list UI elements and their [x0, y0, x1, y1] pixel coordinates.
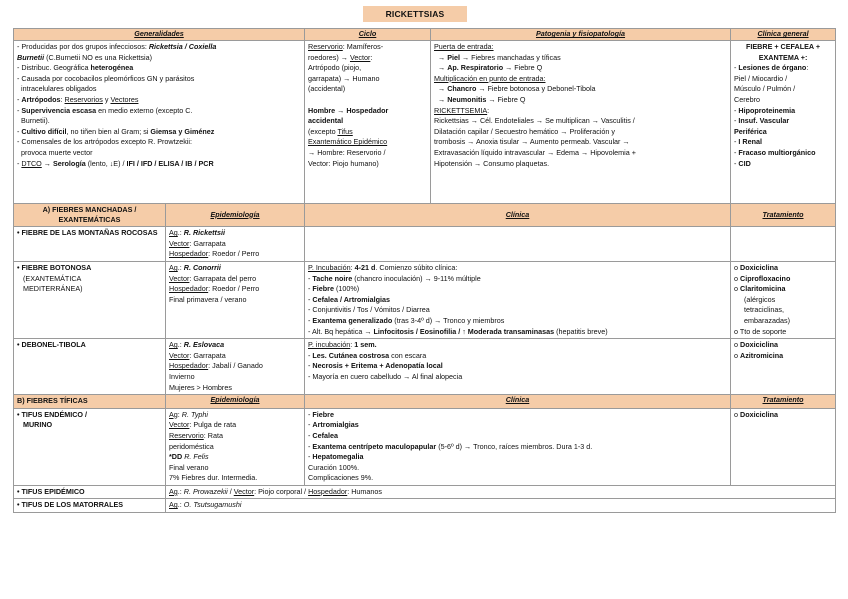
gen-line-9: - Cultivo difícil, no tiñen bien al Gram; si Giemsa y Giménez [17, 126, 215, 136]
cg-line-7: - Hipoproteinemia [734, 105, 796, 115]
gen-line-7: - Supervivencia escasa en medio externo (excepto C. [17, 105, 193, 115]
te-epi-1: Ag: R. Typhi [169, 409, 209, 419]
te-epi-7: 7% Fiebres dur. Intermedia. [169, 473, 258, 483]
cg-line-2: EXANTEMA +: [758, 52, 808, 62]
fb-tr-2: o Ciprofloxacino [734, 273, 791, 283]
ciclo-line-7: accidental [308, 116, 344, 126]
fiebre-botonosa-clinica [305, 262, 731, 339]
pat-line-4: Multiplicación en punto de entrada: [434, 73, 546, 83]
gen-line-1: - Producidas por dos grupos infecciosos: Rickettsia / Coxiella [17, 42, 217, 51]
fb-cl-6: - Exantema generalizado (tras 3-4º d) → Tronco y miembros [308, 315, 505, 325]
te-cl-2: - Artromialgias [308, 420, 359, 430]
dt-tr-2: o Azitromicina [734, 350, 784, 360]
fiebre-montanas-name: • FIEBRE DE LAS MONTAÑAS ROCOSAS [14, 227, 166, 262]
fiebre-botonosa-tratamiento [731, 262, 836, 339]
cg-line-6: Cerebro [734, 94, 760, 104]
te-cl-5: - Hepatomegalia [308, 452, 364, 462]
fb-cl-7: - Alt. Bq hepática → Linfocitosis / Eosinofilia / ↑ Moderada transaminasas (hepatitis breve) [308, 326, 608, 336]
fiebre-botonosa-sub-2: MEDITERRÁNEA) [23, 284, 83, 294]
te-cl-1: - Fiebre [308, 409, 334, 419]
ciclo-line-4: garrapata) → Humano [308, 73, 380, 83]
section-a-tratamiento-header: Tratamiento [731, 204, 836, 227]
row-fiebre-montanas [14, 227, 836, 262]
rickettsias-table [13, 28, 836, 513]
te-epi-2: Vector: Pulga de rata [169, 420, 237, 430]
section-b-clinica-header: Clínica [305, 395, 731, 409]
pat-line-1: Puerta de entrada: [434, 42, 494, 51]
dt-epi-1: Ag.: R. Eslovaca [169, 340, 225, 350]
dt-epi-2: Vector: Garrapata [169, 350, 226, 360]
dt-tr-1: o Doxiciclina [734, 340, 778, 350]
pat-line-11: Extravasación líquido intravascular → Edema → Hipovolemia + [434, 147, 636, 157]
gen-line-11: provoca muerte vector [21, 147, 93, 157]
section-a-epi-header: Epidemiología [166, 204, 305, 227]
fiebre-botonosa-name: • FIEBRE BOTONOSA [17, 263, 92, 272]
tm-epi-1: Ag.: O. Tsutsugamushi [169, 500, 242, 510]
fiebre-botonosa-sub-1: (EXANTEMÁTICA [23, 273, 82, 283]
cg-line-9: Periférica [734, 126, 767, 136]
ciclo-line-10: → Hombre: Reservorio / [308, 147, 386, 157]
ciclo-line-8: (excepto Tifus [308, 126, 353, 136]
debonel-name: • DEBONEL-TIBOLA [14, 339, 166, 395]
te-cl-3: - Cefalea [308, 430, 338, 440]
fb-cl-2: - Tache noire (chancro inoculación) → 9-11% múltiple [308, 273, 481, 283]
cg-line-1: FIEBRE + CEFALEA + [746, 42, 821, 51]
tifus-epidemico-epi [166, 485, 836, 499]
header-patogenia: Patogenia y fisiopatología [431, 29, 731, 41]
te-epi-4: peridoméstica [169, 441, 214, 451]
tifus-epidemico-name: • TIFUS EPIDÉMICO [14, 485, 166, 499]
te-tr-1: o Doxiciclina [734, 409, 778, 419]
header-ciclo: Ciclo [305, 29, 431, 41]
pat-line-3: → Ap. Respiratorio → Fiebre Q [438, 63, 543, 73]
pat-line-8: Rickettsias → Cél. Endoteliales → Se multiplican → Vasculitis / [434, 116, 635, 126]
fb-cl-4: - Cefalea / Artromialgias [308, 294, 391, 304]
te-cl-4: - Exantema centrípeto maculopapular (5-6º d) → Tronco, raíces miembros. Dura 1-3 d. [308, 441, 593, 451]
ciclo-line-2: roedores) → Vector: [308, 52, 373, 62]
fm-epi-2: Vector: Garrapata [169, 238, 226, 248]
tifus-endemico-tratamiento [731, 408, 836, 485]
fb-tr-3: o Claritomicina [734, 284, 786, 294]
fiebre-botonosa-epi [166, 262, 305, 339]
fb-cl-3: - Fiebre (100%) [308, 284, 360, 294]
dt-epi-5: Mujeres > Hombres [169, 382, 232, 392]
fm-epi-3: Hospedador: Roedor / Perro [169, 249, 260, 259]
ciclo-line-5: (accidental) [308, 84, 346, 94]
te-cl-7: Complicaciones 9%. [308, 473, 374, 483]
gen-line-2: Burnetii (C.Burnetii NO es una Rickettsia) [17, 52, 153, 62]
dt-cl-4: - Mayoría en cuero cabelludo → Al final alopecia [308, 371, 463, 381]
fb-epi-3: Hospedador: Roedor / Perro [169, 284, 260, 294]
row-tifus-matorrales [14, 499, 836, 513]
cg-line-11: - Fracaso multiorgánico [734, 147, 816, 157]
gen-line-4: - Causada por cocobacilos pleomórficos GN y parásitos [17, 73, 195, 83]
pat-line-6: → Neumonitis → Fiebre Q [438, 94, 526, 104]
row-fiebre-botonosa [14, 262, 836, 339]
overview-row [14, 41, 836, 204]
pat-line-12: Hipotensión → Consumo plaquetas. [434, 158, 550, 168]
tep-epi-1: Ag.: R. Prowazekii / Vector: Piojo corporal / Hospedador: Humanos [169, 486, 382, 496]
cg-line-4: Piel / Miocardio / [734, 73, 788, 83]
section-b-title: B) FIEBRES TÍFICAS [14, 395, 166, 409]
fb-cl-5: - Conjuntivitis / Tos / Vómitos / Diarrea [308, 305, 430, 315]
pat-line-7: RICKETTSEMIA: [434, 105, 490, 115]
gen-line-12: - DTCO → Serología (lento, ↓E) / IFI / IFD / ELISA / IB / PCR [17, 158, 214, 168]
tifus-matorrales-epi [166, 499, 836, 513]
fb-epi-1: Ag.: R. Conorrii [169, 263, 221, 272]
section-a-header-row [14, 204, 836, 227]
pat-line-5: → Chancro → Fiebre botonosa y Debonel-Tibola [438, 84, 596, 94]
fb-tr-6: embarazadas) [744, 315, 790, 325]
gen-line-5: intracelulares obligados [21, 84, 97, 94]
patogenia-cell [431, 41, 731, 204]
cg-line-8: - Insuf. Vascular [734, 116, 790, 126]
section-a-clinica-header: Clínica [305, 204, 731, 227]
section-a-title: A) FIEBRES MANCHADAS / EXANTEMÁTICAS [14, 204, 166, 227]
tifus-endemico-epi [166, 408, 305, 485]
ciclo-spacer [308, 95, 427, 106]
fb-tr-5: tetraciclinas, [744, 305, 784, 315]
row-tifus-endemico [14, 408, 836, 485]
top-header-row [14, 29, 836, 41]
row-debonel-tibola [14, 339, 836, 395]
dt-cl-3: - Necrosis + Eritema + Adenopatía local [308, 361, 443, 371]
ciclo-cell [305, 41, 431, 204]
gen-line-10: - Comensales de los artrópodos excepto R. Prowtzekii: [17, 137, 192, 147]
fiebre-montanas-clinica [305, 227, 731, 262]
cg-line-3: - Lesiones de órgano: [734, 63, 809, 73]
gen-line-8: Burnetii). [21, 116, 50, 126]
document-title: RICKETTSIAS [363, 6, 467, 22]
debonel-tratamiento [731, 339, 836, 395]
debonel-epi [166, 339, 305, 395]
section-b-tratamiento-header: Tratamiento [731, 395, 836, 409]
clinica-general-cell [731, 41, 836, 204]
header-clinica-general: Clínica general [731, 29, 836, 41]
tifus-endemico-name-1: • TIFUS ENDÉMICO / [17, 409, 88, 419]
header-generalidades: Generalidades [14, 29, 305, 41]
dt-cl-1: P. incubación: 1 sem. [308, 340, 377, 350]
ciclo-line-9: Exantemático Epidémico [308, 137, 388, 147]
fm-epi-1: Ag.: R. Rickettsii [169, 228, 225, 237]
ciclo-line-6: Hombre → Hospedador [308, 105, 389, 115]
ciclo-line-1: Reservorio: Mamíferos- [308, 42, 384, 51]
dt-cl-2: - Les. Cutánea costrosa con escara [308, 350, 427, 360]
pat-line-9: Dilatación capilar / Secuestro hemático → Proliferación y [434, 126, 615, 136]
cg-line-5: Músculo / Pulmón / [734, 84, 796, 94]
fb-epi-4: Final primavera / verano [169, 294, 247, 304]
fiebre-montanas-epi [166, 227, 305, 262]
pat-line-2: → Piel → Fiebres manchadas y tíficas [438, 52, 561, 62]
generalidades-cell [14, 41, 305, 204]
fb-cl-1: P. Incubación: 4-21 d. Comienzo súbito clínica: [308, 263, 458, 272]
row-tifus-epidemico [14, 485, 836, 499]
fb-tr-7: o Tto de soporte [734, 326, 787, 336]
cg-line-12: - CID [734, 158, 751, 168]
dt-epi-3: Hospedador: Jabalí / Ganado [169, 361, 263, 371]
tifus-endemico-name-cell [14, 408, 166, 485]
gen-line-6: - Artrópodos: Reservorios y Vectores [17, 94, 139, 104]
tifus-endemico-clinica [305, 408, 731, 485]
ciclo-line-3: Artrópodo (piojo, [308, 63, 362, 73]
te-cl-6: Curación 100%. [308, 462, 360, 472]
pat-line-10: trombosis → Anoxia tisular → Aumento permeab. Vascular → [434, 137, 630, 147]
section-b-header-row [14, 395, 836, 409]
fb-tr-1: o Doxiciclina [734, 263, 778, 272]
ciclo-line-11: Vector: Piojo humano) [308, 158, 379, 168]
debonel-clinica [305, 339, 731, 395]
fb-tr-4: (alérgicos [744, 294, 776, 304]
tifus-endemico-name-2: MURINO [23, 420, 53, 430]
te-epi-6: Final verano [169, 462, 209, 472]
te-epi-3: Reservorio: Rata [169, 430, 223, 440]
dt-epi-4: Invierno [169, 371, 195, 381]
fiebre-montanas-tratamiento [731, 227, 836, 262]
fiebre-botonosa-name-cell [14, 262, 166, 339]
fb-epi-2: Vector: Garrapata del perro [169, 273, 257, 283]
section-b-epi-header: Epidemiología [166, 395, 305, 409]
cg-line-10: - I Renal [734, 137, 762, 147]
tifus-matorrales-name: • TIFUS DE LOS MATORRALES [14, 499, 166, 513]
gen-line-3: - Distribuc. Geográfica heterogénea [17, 63, 134, 73]
te-epi-5: *DD R. Felis [169, 452, 209, 462]
